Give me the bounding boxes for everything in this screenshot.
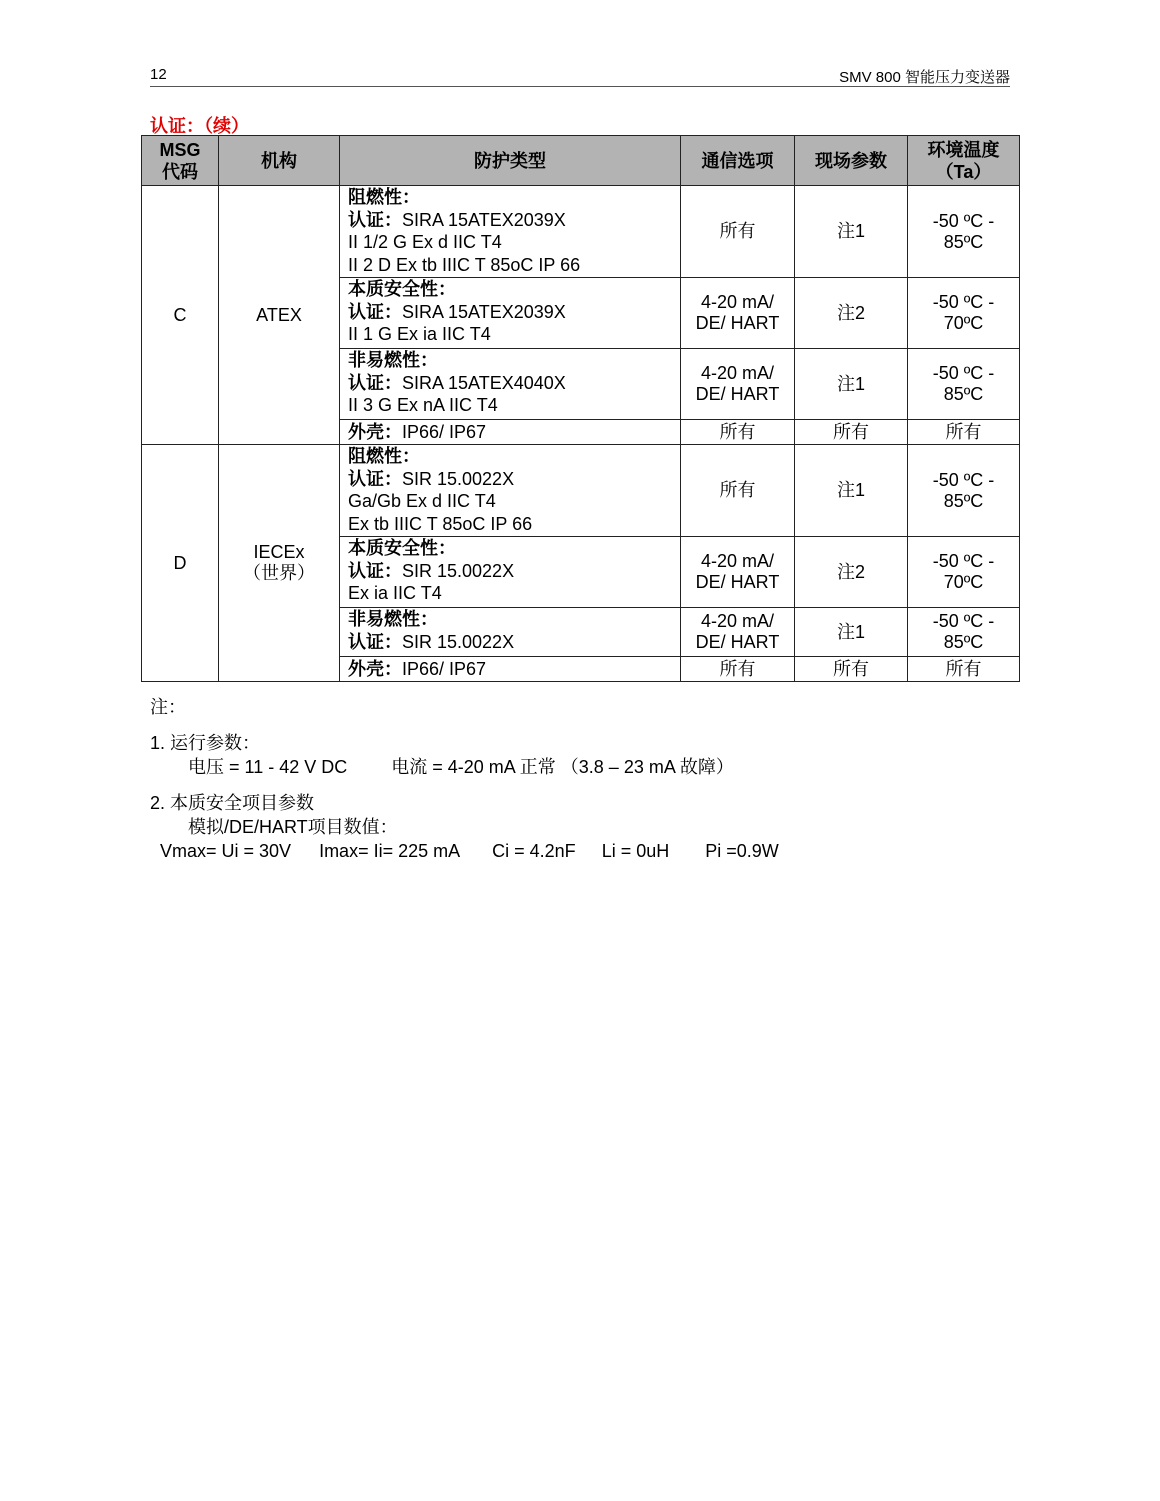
field-cell: 所有 — [795, 420, 908, 445]
notes-label: 注： — [150, 697, 186, 717]
pi-value: Pi =0.9W — [705, 841, 779, 861]
field-cell: 注1 — [795, 608, 908, 657]
comm-cell: 4-20 mA/ DE/ HART — [681, 349, 795, 420]
field-cell: 注2 — [795, 537, 908, 608]
voltage-value: 电压 = 11 - 42 V DC — [188, 757, 348, 777]
protection-cell: 外壳：IP66/ IP67 — [340, 657, 681, 682]
protection-cell: 本质安全性： 认证：SIR 15.0022X Ex ia IIC T4 — [340, 537, 681, 608]
temp-cell: -50 ºC - 85ºC — [908, 445, 1020, 537]
document-title: SMV 800 智能压力变送器 — [839, 69, 1010, 86]
field-cell: 注2 — [795, 278, 908, 349]
comm-cell: 所有 — [681, 657, 795, 682]
temp-cell: -50 ºC - 70ºC — [908, 537, 1020, 608]
protection-cell: 本质安全性： 认证：SIRA 15ATEX2039X II 1 G Ex ia IIC T4 — [340, 278, 681, 349]
note-2-title: 2. 本质安全项目参数 — [150, 793, 315, 813]
temp-cell: 所有 — [908, 657, 1020, 682]
li-value: Li = 0uH — [601, 841, 670, 861]
protection-cell: 非易燃性： 认证：SIRA 15ATEX4040X II 3 G Ex nA IIC T4 — [340, 349, 681, 420]
comm-cell: 4-20 mA/ DE/ HART — [681, 537, 795, 608]
header-msg-code: MSG 代码 — [142, 136, 219, 186]
temp-cell: -50 ºC - 85ºC — [908, 186, 1020, 278]
field-cell: 所有 — [795, 657, 908, 682]
note-2-values — [150, 839, 779, 863]
table-row — [142, 445, 1020, 537]
header-agency: 机构 — [219, 136, 340, 186]
field-cell: 注1 — [795, 349, 908, 420]
table-header-row — [142, 136, 1020, 186]
temp-cell: 所有 — [908, 420, 1020, 445]
msg-code-cell: D — [142, 445, 219, 682]
page-header — [150, 62, 1010, 87]
certification-table — [141, 135, 1020, 682]
temp-cell: -50 ºC - 85ºC — [908, 349, 1020, 420]
comm-cell: 所有 — [681, 186, 795, 278]
vmax-value: Vmax= Ui = 30V — [160, 841, 292, 861]
agency-cell: ATEX — [219, 186, 340, 445]
section-title: 认证：（续） — [150, 116, 249, 136]
temp-cell: -50 ºC - 70ºC — [908, 278, 1020, 349]
note-2-subtitle: 模拟/DE/HART项目数值： — [188, 817, 398, 837]
note-1-values — [150, 755, 779, 779]
page-number: 12 — [150, 66, 167, 83]
protection-cell: 阻燃性： 认证：SIRA 15ATEX2039X II 1/2 G Ex d IIC T4 II 2 D Ex tb IIIC T 85oC IP 66 — [340, 186, 681, 278]
msg-code-cell: C — [142, 186, 219, 445]
field-cell: 注1 — [795, 186, 908, 278]
header-ambient-temp: 环境温度 （Ta） — [908, 136, 1020, 186]
protection-cell: 非易燃性： 认证：SIR 15.0022X — [340, 608, 681, 657]
table-row — [142, 186, 1020, 278]
protection-cell: 阻燃性： 认证：SIR 15.0022X Ga/Gb Ex d IIC T4 Ex tb IIIC T 85oC IP 66 — [340, 445, 681, 537]
comm-cell: 4-20 mA/ DE/ HART — [681, 608, 795, 657]
header-protection-type: 防护类型 — [340, 136, 681, 186]
header-field-params: 现场参数 — [795, 136, 908, 186]
header-comm-options: 通信选项 — [681, 136, 795, 186]
agency-cell: IECEx （世界） — [219, 445, 340, 682]
comm-cell: 所有 — [681, 420, 795, 445]
ci-value: Ci = 4.2nF — [492, 841, 576, 861]
comm-cell: 所有 — [681, 445, 795, 537]
current-value: 电流 = 4-20 mA 正常 （3.8 – 23 mA 故障） — [391, 757, 734, 777]
notes-section — [150, 695, 779, 863]
temp-cell: -50 ºC - 85ºC — [908, 608, 1020, 657]
field-cell: 注1 — [795, 445, 908, 537]
imax-value: Imax= Ii= 225 mA — [319, 841, 461, 861]
note-1-title: 1. 运行参数： — [150, 733, 261, 753]
protection-cell: 外壳：IP66/ IP67 — [340, 420, 681, 445]
comm-cell: 4-20 mA/ DE/ HART — [681, 278, 795, 349]
